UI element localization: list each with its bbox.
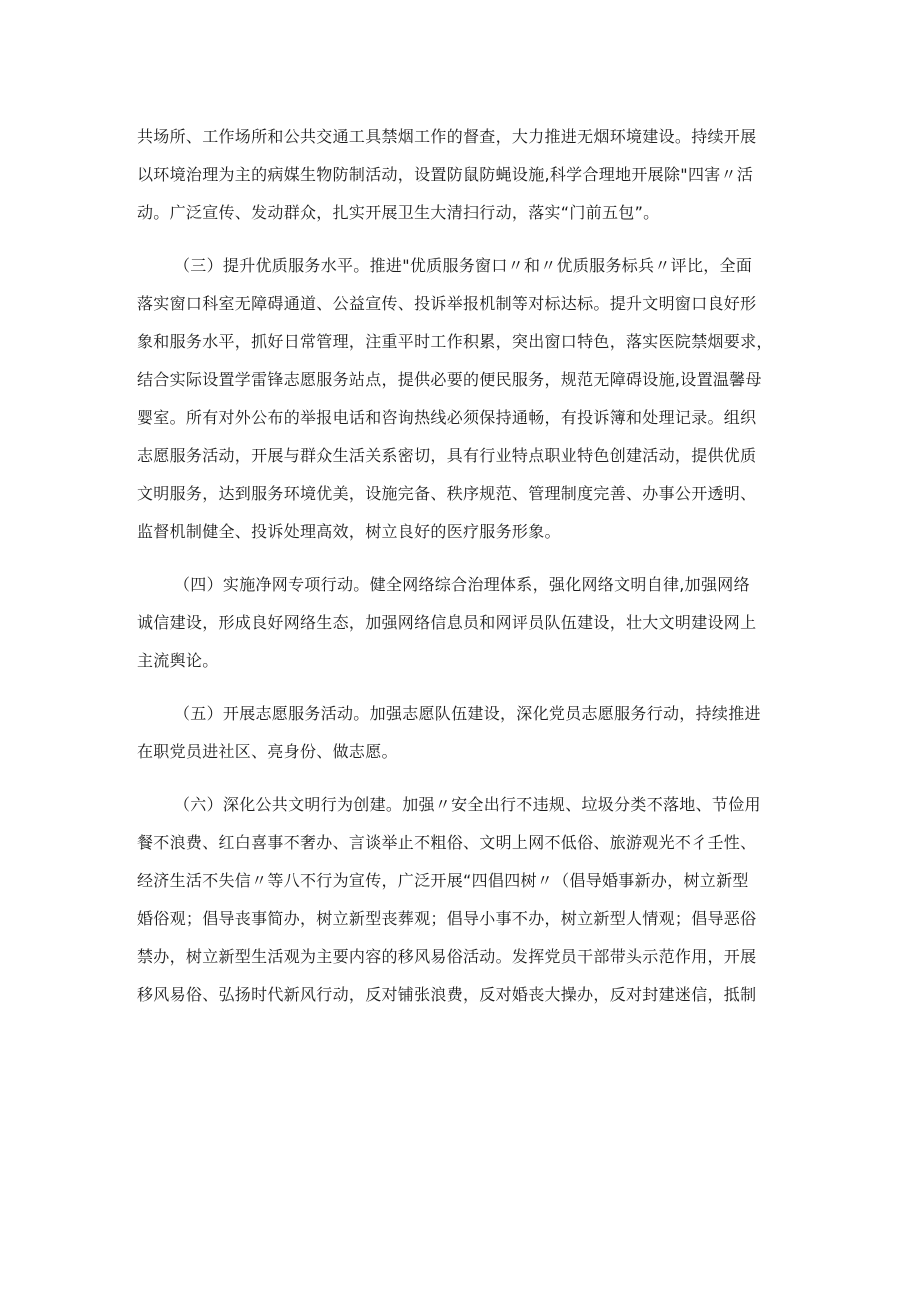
text-line: 志愿服务活动，开展与群众生活关系密切，具有行业特点职业特色创建活动，提供优质 [137, 446, 757, 465]
paragraph-section-3 [137, 247, 797, 551]
text-line: 移风易俗、弘扬时代新风行动，反对铺张浪费，反对婚丧大操办，反对封建迷信，抵制 [137, 985, 757, 1004]
text-line: 餐不浪费、红白喜事不奢办、言谈举止不粗俗、文明上网不低俗、旅游观光不彳壬性、 [137, 833, 757, 852]
text-line: 在职党员进社区、亮身份、做志愿。 [137, 742, 398, 761]
text-line: 监督机制健全、投诉处理高效，树立良好的医疗服务形象。 [137, 522, 561, 541]
text-line: （五）开展志愿服务活动。加强志愿队伍建设，深化党员志愿服务行动，持续推进 [174, 704, 761, 723]
text-line: 婚俗观；倡导丧事简办，树立新型丧葬观；倡导小事不办，树立新型人情观；倡导恶俗 [137, 909, 757, 928]
text-line: 结合实际设置学雷锋志愿服务站点，提供必要的便民服务，规范无障碍设施,设置温馨母 [137, 370, 762, 389]
document-body [137, 118, 797, 1029]
text-line: 共场所、工作场所和公共交通工具禁烟工作的督查，大力推进无烟环境建设。持续开展 [137, 127, 757, 146]
text-line: 诚信建设，形成良好网络生态，加强网络信息员和网评员队伍建设，壮大文明建设网上 [137, 613, 757, 632]
text-line: 主流舆论。 [137, 651, 219, 670]
paragraph-section-5 [137, 695, 797, 771]
text-line: 落实窗口科室无障碍通道、公益宣传、投诉举报机制等对标达标。提升文明窗口良好形 [137, 294, 757, 313]
paragraph-section-6 [137, 786, 797, 1014]
text-line: 象和服务水平，抓好日常管理，注重平时工作积累，突出窗口特色，落实医院禁烟要求， [137, 332, 773, 351]
paragraph-section-4 [137, 566, 797, 680]
text-line: （三）提升优质服务水平。推进"优质服务窗口〃和〃优质服务标兵〃评比，全面 [174, 256, 753, 275]
text-line: 以环境治理为主的病媒生物防制活动，设置防鼠防蝇设施,科学合理地开展除"四害〃活 [137, 165, 754, 184]
text-line: 文明服务，达到服务环境优美，设施完备、秩序规范、管理制度完善、办事公开透明、 [137, 484, 757, 503]
text-line: （六）深化公共文明行为创建。加强〃安全出行不违规、垃圾分类不落地、节俭用 [174, 795, 761, 814]
text-line: 禁办，树立新型生活观为主要内容的移风易俗活动。发挥党员干部带头示范作用，开展 [137, 947, 757, 966]
text-line: 经济生活不失信〃等八不行为宣传，广泛开展“四倡四树〃（倡导婚事新办，树立新型 [137, 871, 749, 890]
text-line: 婴室。所有对外公布的举报电话和咨询热线必须保持通畅，有投诉簿和处理记录。组织 [137, 408, 757, 427]
text-line: 动。广泛宣传、发动群众，扎实开展卫生大清扫行动，落实“门前五包”。 [137, 203, 660, 222]
text-line: （四）实施净网专项行动。健全网络综合治理体系，强化网络文明自律,加强网络 [174, 575, 750, 594]
paragraph-1 [137, 118, 797, 232]
